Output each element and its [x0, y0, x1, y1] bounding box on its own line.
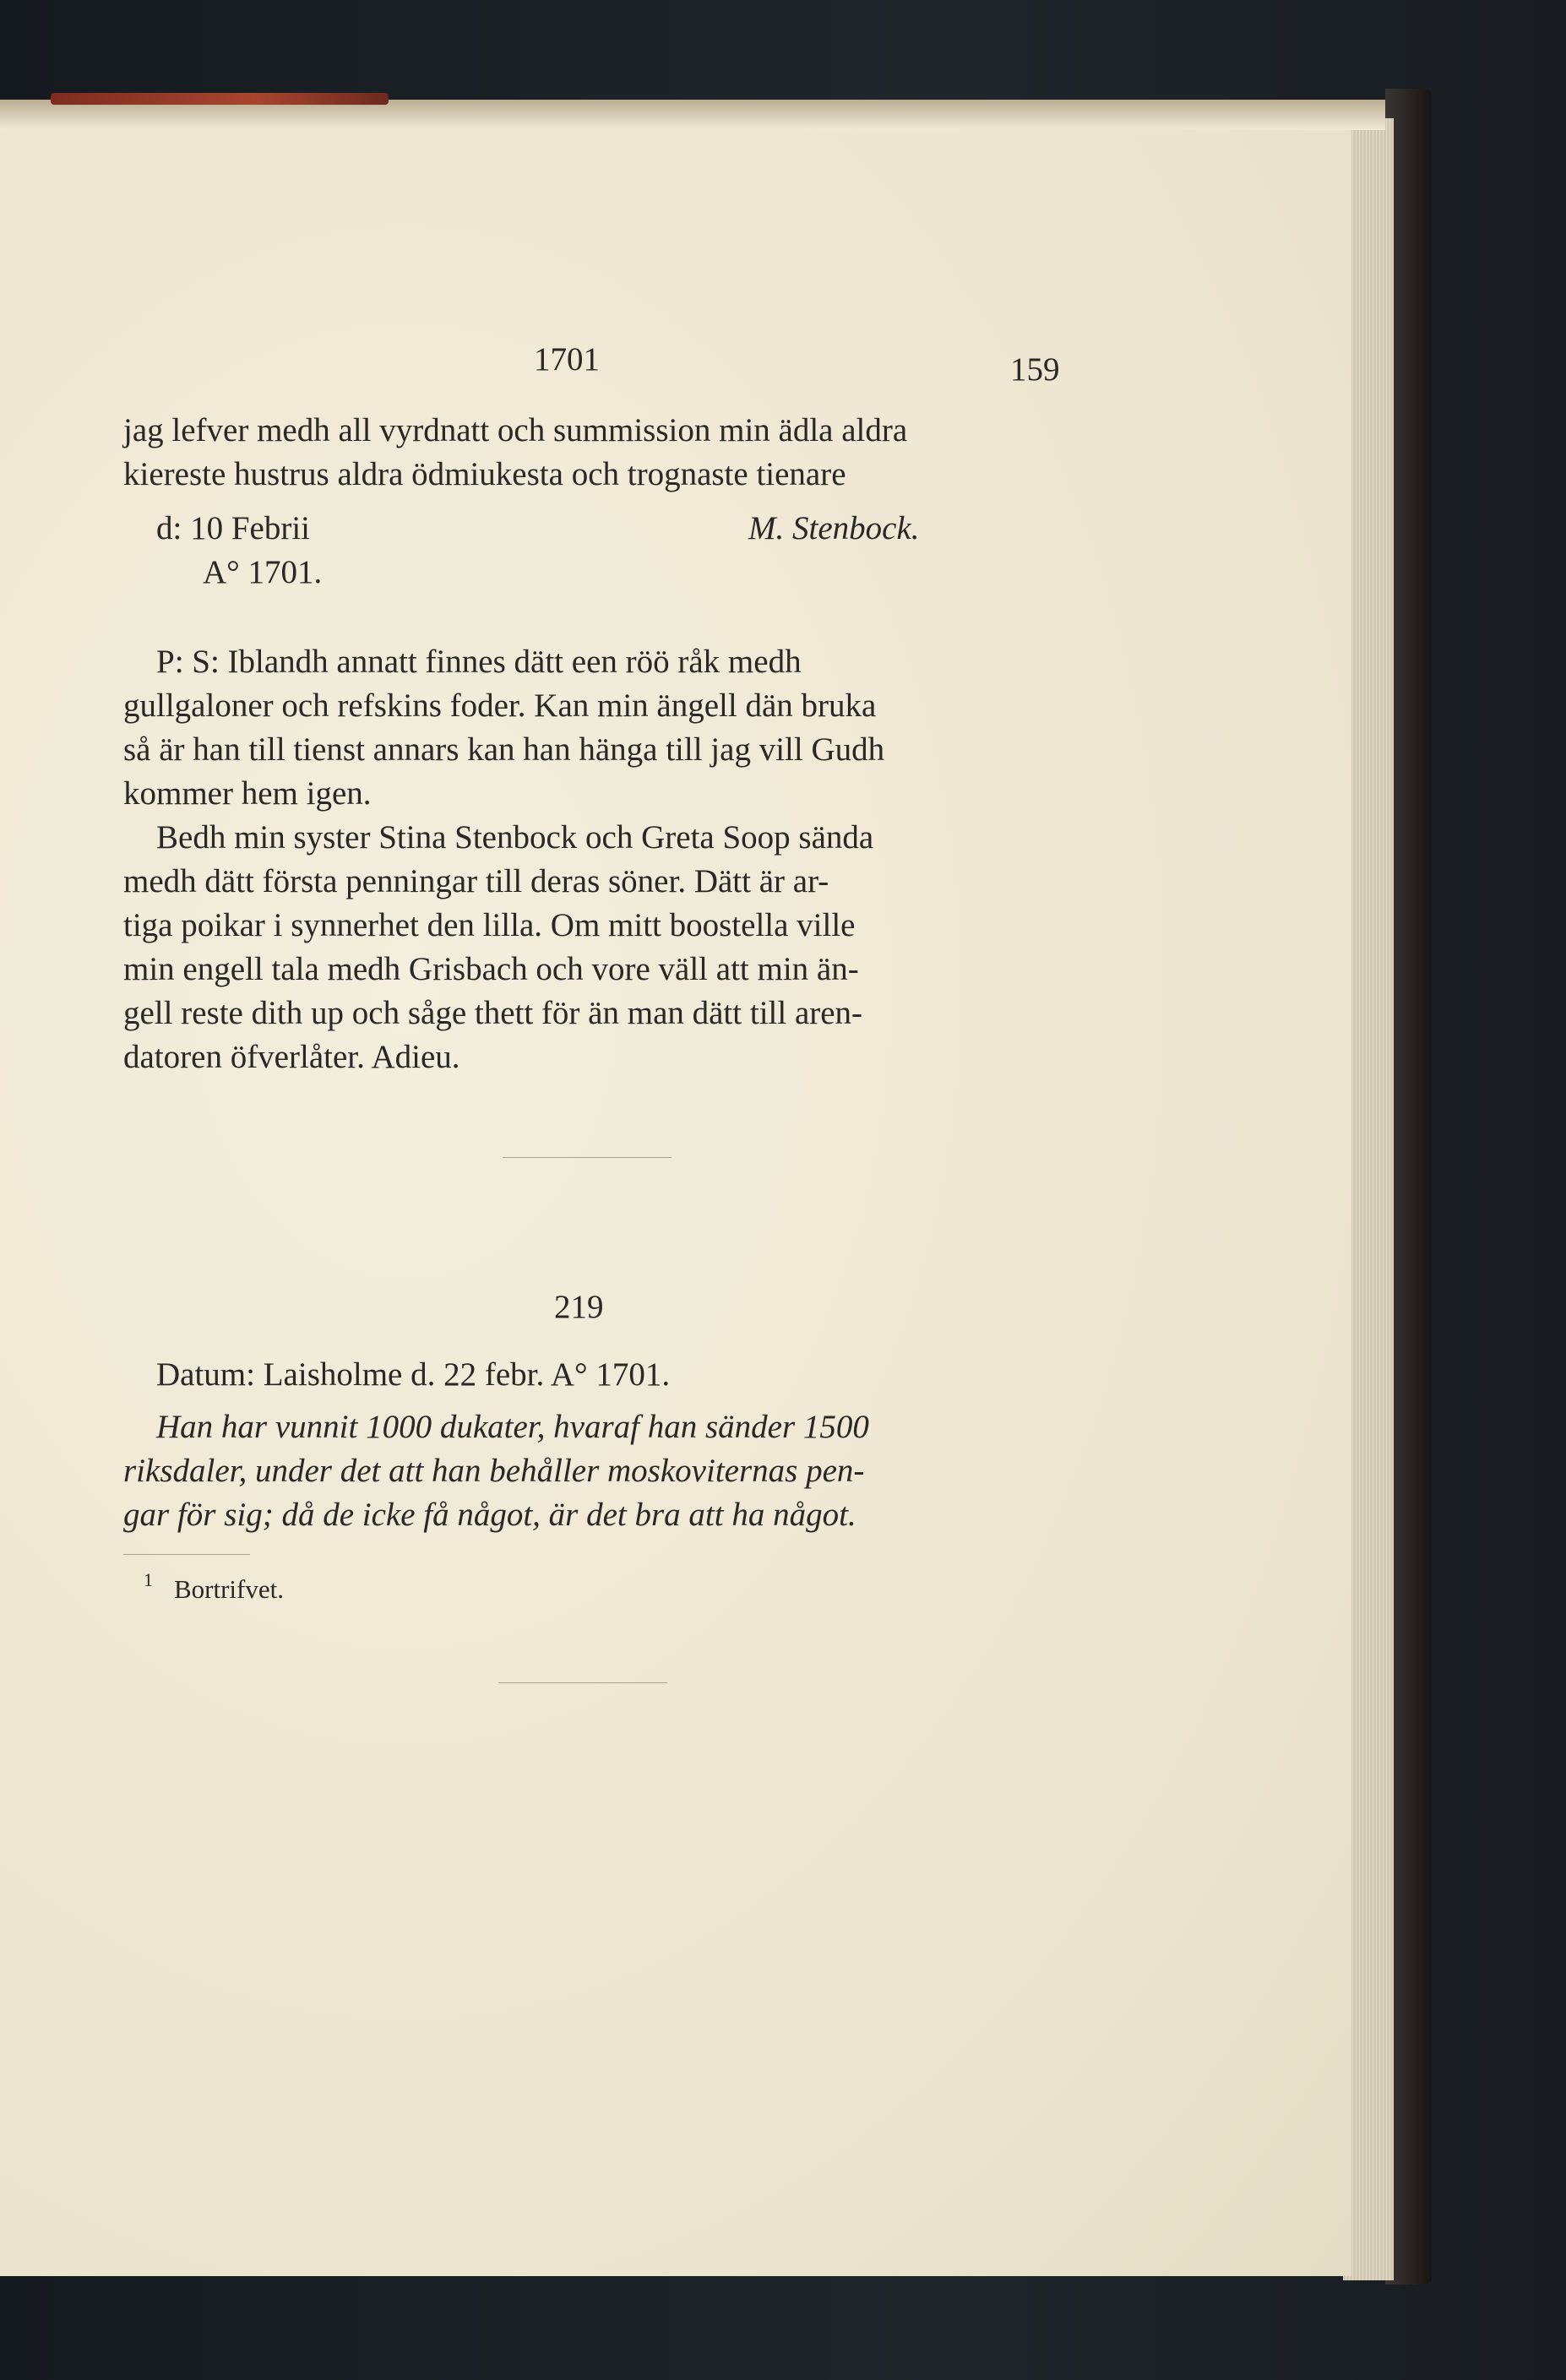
entry-datum: Datum: Laisholme d. 22 febr. A° 1701.: [156, 1356, 671, 1393]
page-number: 159: [1010, 351, 1060, 388]
postscript-line: Bedh min syster Stina Stenbock och Greta Soop sända: [156, 819, 874, 856]
postscript-line: tiga poikar i synnerhet den lilla. Om mitt boostella ville: [123, 907, 856, 943]
entry-summary-line: Han har vunnit 1000 dukater, hvaraf han sänder 1500: [156, 1409, 869, 1445]
footnote-rule: [123, 1554, 250, 1555]
entry-summary-line: gar för sig; då de icke få något, är det bra att ha något.: [123, 1497, 856, 1533]
postscript-line: så är han till tienst annars kan han hänga till jag vill Gudh: [123, 731, 885, 768]
running-header-year: 1701: [534, 341, 600, 378]
letter-signature: M. Stenbock.: [748, 510, 920, 546]
postscript-line: medh dätt första penningar till deras söner. Dätt är ar-: [123, 863, 829, 899]
entry-number: 219: [554, 1289, 604, 1325]
footnote-text: Bortrifvet.: [174, 1574, 284, 1604]
postscript-line: datoren öfverlåter. Adieu.: [123, 1039, 460, 1075]
letter-line: kiereste hustrus aldra ödmiukesta och trognaste tienare: [123, 456, 846, 492]
postscript-line: gell reste dith up och såge thett för än man dätt till aren-: [123, 995, 863, 1031]
entry-summary-line: riksdaler, under det att han behåller moskoviternas pen-: [123, 1453, 865, 1489]
postscript-line: gullgaloner och refskins foder. Kan min ängell dän bruka: [123, 687, 877, 724]
postscript-line: P: S: Iblandh annatt finnes dätt een röö råk medh: [156, 644, 802, 680]
letter-line: jag lefver medh all vyrdnatt och summission min ädla aldra: [123, 412, 908, 448]
letter-date-line: A° 1701.: [203, 554, 323, 590]
footnote-marker: 1: [144, 1569, 153, 1590]
section-divider: [498, 1682, 667, 1683]
postscript-line: min engell tala medh Grisbach och vore väll att min än-: [123, 951, 859, 987]
postscript-line: kommer hem igen.: [123, 775, 372, 812]
letter-date-line: d: 10 Febrii: [156, 510, 310, 546]
page-top-edge-red: [51, 93, 389, 105]
section-divider: [503, 1157, 672, 1158]
